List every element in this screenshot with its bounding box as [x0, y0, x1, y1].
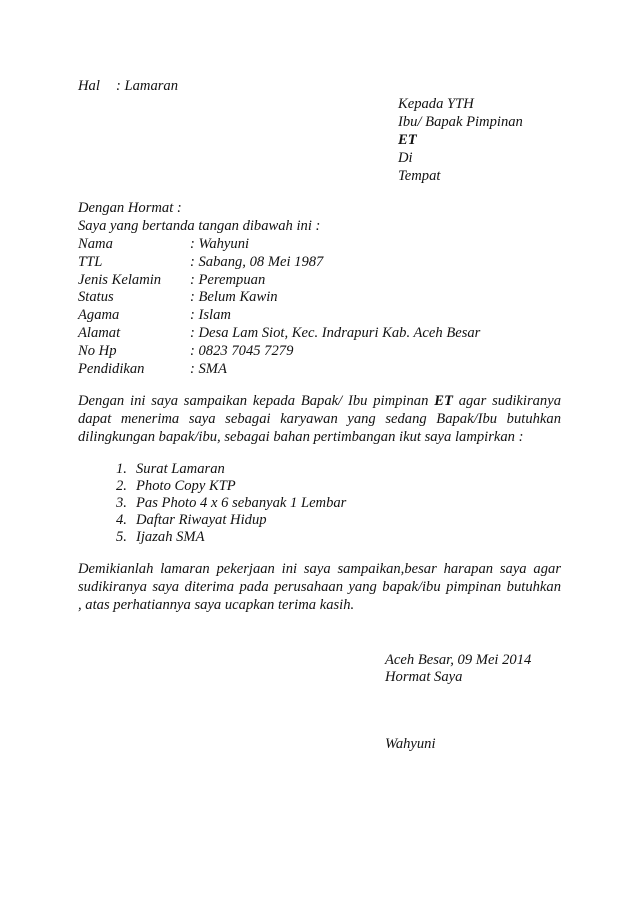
paragraph2-line2: sudikiranya saya diterima pada perusahaan yang bapak/ibu pimpinan butuhkan [78, 579, 561, 595]
subject-label: Hal [78, 78, 100, 94]
attachment-number: 5. [116, 529, 127, 545]
attachment-item: Ijazah SMA [136, 529, 205, 545]
field-label-ttl: TTL [78, 254, 103, 270]
attachment-number: 2. [116, 478, 127, 494]
paragraph1-line2: dapat menerima saya sebagai karyawan yang sedang Bapak/Ibu butuhkan [78, 411, 561, 427]
paragraph1-line1: Dengan ini saya sampaikan kepada Bapak/ Ibu pimpinan ET agar sudikiranya [78, 393, 561, 409]
place-date: Aceh Besar, 09 Mei 2014 [385, 652, 532, 668]
recipient-line1: Kepada YTH [398, 96, 474, 112]
paragraph1-line3: dilingkungan bapak/ibu, sebagai bahan pertimbangan ikut saya lampirkan : [78, 429, 524, 445]
signer-name: Wahyuni [385, 736, 436, 752]
field-value-ttl: : Sabang, 08 Mei 1987 [190, 254, 324, 270]
field-label-jenis-kelamin: Jenis Kelamin [78, 272, 162, 288]
attachment-item: Pas Photo 4 x 6 sebanyak 1 Lembar [136, 495, 347, 511]
attachment-number: 3. [116, 495, 127, 511]
regards: Hormat Saya [385, 669, 463, 685]
paragraph2-line1: Demikianlah lamaran pekerjaan ini saya sampaikan,besar harapan saya agar [78, 561, 561, 577]
field-label-alamat: Alamat [78, 325, 121, 341]
field-label-agama: Agama [78, 307, 120, 323]
recipient-line5: Tempat [398, 168, 441, 184]
attachment-number: 1. [116, 461, 127, 477]
field-value-pendidikan: : SMA [190, 361, 227, 377]
field-value-jenis-kelamin: : Perempuan [190, 272, 266, 288]
field-value-nama: : Wahyuni [190, 236, 250, 252]
recipient-line4: Di [398, 150, 413, 166]
field-value-no-hp: : 0823 7045 7279 [190, 343, 294, 359]
attachment-item: Surat Lamaran [136, 461, 225, 477]
field-label-nama: Nama [78, 236, 113, 252]
attachment-number: 4. [116, 512, 127, 528]
field-value-alamat: : Desa Lam Siot, Kec. Indrapuri Kab. Aceh Besar [190, 325, 481, 341]
intro-line: Saya yang bertanda tangan dibawah ini : [78, 218, 321, 234]
recipient-company: ET [398, 132, 417, 148]
recipient-line2: Ibu/ Bapak Pimpinan [398, 114, 523, 130]
paragraph1-company: ET [434, 393, 453, 409]
attachment-item: Daftar Riwayat Hidup [136, 512, 267, 528]
subject-value: : Lamaran [116, 78, 179, 94]
field-value-agama: : Islam [190, 307, 231, 323]
greeting: Dengan Hormat : [78, 200, 182, 216]
field-label-status: Status [78, 289, 114, 305]
field-value-status: : Belum Kawin [190, 289, 278, 305]
field-label-no-hp: No Hp [78, 343, 117, 359]
field-label-pendidikan: Pendidikan [78, 361, 145, 377]
attachment-item: Photo Copy KTP [136, 478, 236, 494]
paragraph2-line3: , atas perhatiannya saya ucapkan terima kasih. [78, 597, 355, 613]
